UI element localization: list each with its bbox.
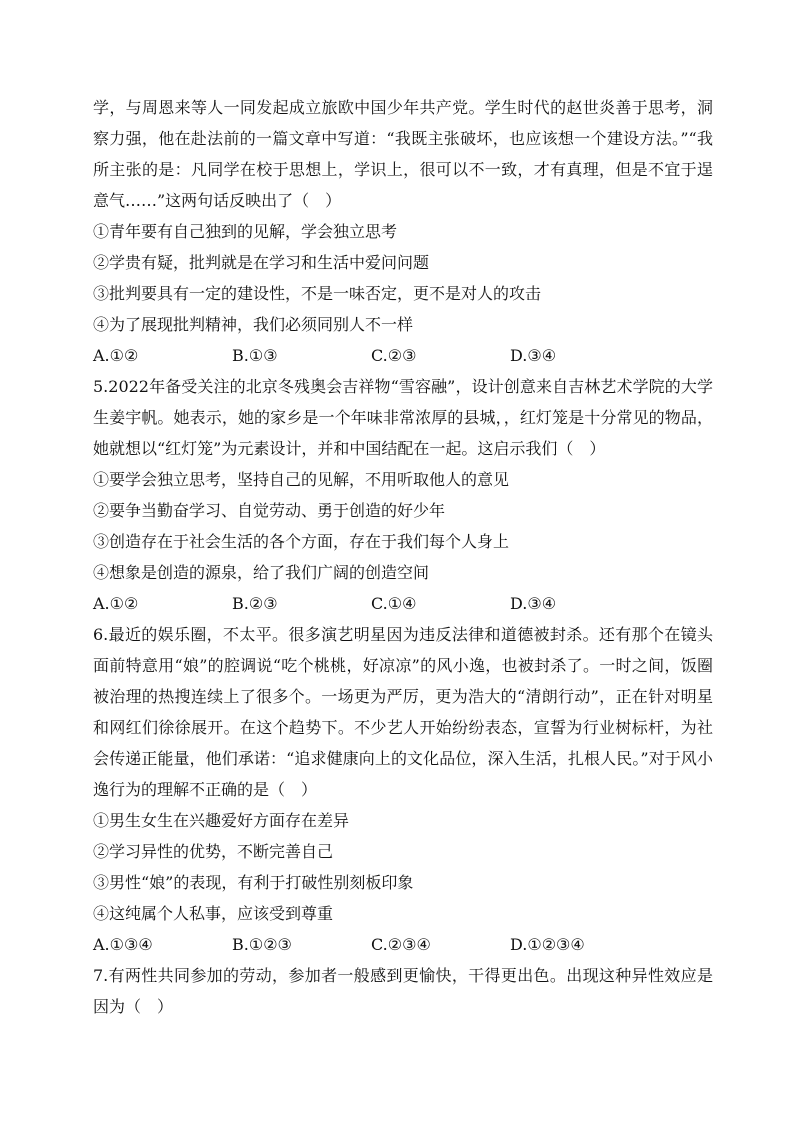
question-6-statement-4: ④这纯属个人私事，应该受到尊重 (93, 904, 334, 923)
question-5-statement-3: ③创造存在于社会生活的各个方面，存在于我们每个人身上 (93, 532, 510, 551)
question-4 (93, 92, 713, 371)
question-4-choice-c[interactable]: C.②③ (371, 346, 417, 365)
exam-content (93, 92, 713, 1022)
question-5-choices (93, 588, 713, 619)
question-5-choice-b[interactable]: B.②③ (232, 594, 278, 613)
question-4-choice-b[interactable]: B.①③ (232, 346, 278, 365)
question-4-choices (93, 340, 713, 371)
question-4-stem: 学，与周恩来等人一同发起成立旅欧中国少年共产党。学生时代的赵世炎善于思考，洞察力强，他在赴法前的一篇文章中写道：“我既主张破坏，也应该想一个建设方法。”“我所主张的是：凡同学在校于思想上，学识上，很可以不一致，才有真理，但是不宜于逞意气……”这两句话反映出了（ ） (93, 98, 713, 210)
question-6-choice-c[interactable]: C.②③④ (371, 935, 431, 954)
question-6-choice-d[interactable]: D.①②③④ (510, 935, 585, 954)
question-5-statement-1: ①要学会独立思考，坚持自己的见解，不用听取他人的意见 (93, 470, 510, 489)
question-6-stem: 6.最近的娱乐圈，不太平。很多演艺明星因为违反法律和道德被封杀。还有那个在镜头面前特意用“娘”的腔调说“吃个桃桃，好凉凉”的风小逸，也被封杀了。一时之间，饭圈被治理的热搜连续上了很多个。一场更为严厉，更为浩大的“清朗行动”，正在针对明星和网红们徐徐展开。在这个趋势下。不少艺人开始纷纷表态，宣誓为行业树标杆，为社会传递正能量，他们承诺：“追求健康向上的文化品位，深入生活，扎根人民。”对于风小逸行为的理解不正确的是（ ） (93, 625, 713, 799)
question-6-statement-3: ③男性“娘”的表现，有利于打破性别刻板印象 (93, 873, 414, 892)
question-6-statement-1: ①男生女生在兴趣爱好方面存在差异 (93, 811, 350, 830)
question-7-stem: 7.有两性共同参加的劳动，参加者一般感到更愉快，干得更出色。出现这种异性效应是因为（ ） (93, 966, 713, 1016)
question-4-choice-a[interactable]: A.①② (93, 346, 139, 365)
question-5-choice-a[interactable]: A.①② (93, 594, 139, 613)
question-6-statement-2: ②学习异性的优势，不断完善自己 (93, 842, 334, 861)
question-5-choice-d[interactable]: D.③④ (510, 594, 557, 613)
question-4-statement-3: ③批判要具有一定的建设性，不是一味否定，更不是对人的攻击 (93, 284, 542, 303)
question-6-choice-a[interactable]: A.①③④ (93, 935, 153, 954)
question-5 (93, 371, 713, 619)
question-4-statement-1: ①青年要有自己独到的见解，学会独立思考 (93, 222, 398, 241)
question-6 (93, 619, 713, 960)
question-4-statement-2: ②学贵有疑，批判就是在学习和生活中爱问问题 (93, 253, 430, 272)
question-5-statement-4: ④想象是创造的源泉，给了我们广阔的创造空间 (93, 563, 430, 582)
question-6-choices (93, 929, 713, 960)
question-7 (93, 960, 713, 1022)
question-4-choice-d[interactable]: D.③④ (510, 346, 557, 365)
question-4-statement-4: ④为了展现批判精神，我们必须同别人不一样 (93, 315, 414, 334)
question-5-statement-2: ②要争当勤奋学习、自觉劳动、勇于创造的好少年 (93, 501, 446, 520)
question-5-choice-c[interactable]: C.①④ (371, 594, 417, 613)
question-5-stem: 5.2022年备受关注的北京冬残奥会吉祥物“雪容融”，设计创意来自吉林艺术学院的大学生姜宇帆。她表示，她的家乡是一个年味非常浓厚的县城，，红灯笼是十分常见的物品，她就想以“红灯笼”为元素设计，并和中国结配在一起。这启示我们（ ） (93, 377, 713, 458)
question-6-choice-b[interactable]: B.①②③ (232, 935, 292, 954)
